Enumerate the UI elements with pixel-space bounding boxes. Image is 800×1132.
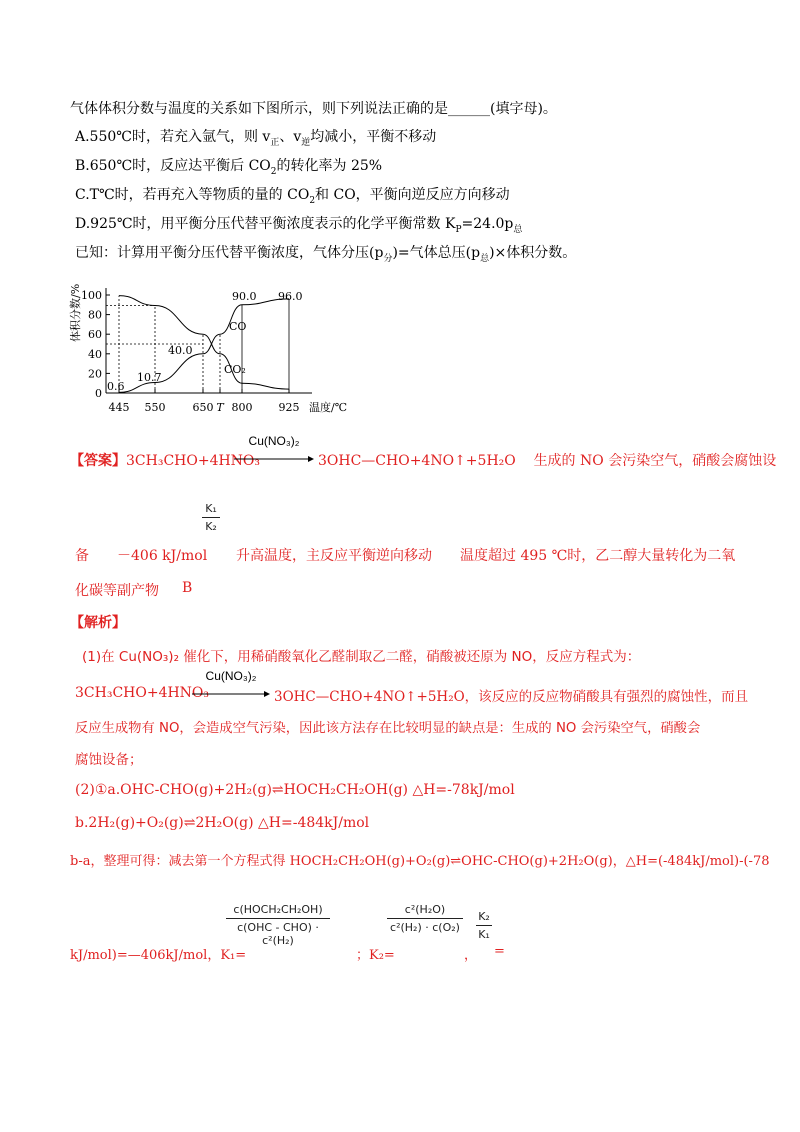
fraction-denominator: K₂ xyxy=(205,520,217,533)
y-tick-label: 0 xyxy=(95,387,102,400)
option-a-sub1: 正 xyxy=(270,137,280,148)
point-value-label: 10.7 xyxy=(137,371,162,384)
analysis-p5: (2)①a.OHC-CHO(g)+2H₂(g)⇌HOCH₂CH₂OH(g) △H=-78kJ/mol xyxy=(75,782,515,798)
k1-fraction xyxy=(226,903,330,947)
analysis-catalyst: Cu(NO₃)₂ xyxy=(205,669,257,683)
analysis-p8d: = xyxy=(494,944,505,959)
k2-bar xyxy=(387,918,463,919)
analysis-p7: b-a，整理可得：减去第一个方程式得 HOCH₂CH₂OH(g)+O₂(g)⇌OHC-CHO(g)+2H₂O(g)，△H=(-484kJ/mol)-(-78 xyxy=(70,854,770,869)
x-tick-label: 650 xyxy=(192,401,214,414)
analysis-p4: 腐蚀设备； xyxy=(75,752,143,768)
option-c-text: C.T℃时，若再充入等物质的量的 CO xyxy=(75,187,310,203)
analysis-p8b: ；K₂= xyxy=(356,948,395,963)
answer-text1: 生成的 NO 会污染空气，硝酸会腐蚀设 xyxy=(533,453,777,469)
note-text: 已知：计算用平衡分压代替平衡浓度，气体分压(p xyxy=(75,245,384,261)
analysis-p8a: kJ/mol)=—406kJ/mol，K₁= xyxy=(70,948,247,963)
arrow-icon xyxy=(192,690,270,698)
note-sub1: 分 xyxy=(383,253,393,264)
k2-numerator: c²(H₂O) xyxy=(404,903,446,916)
option-c-sub: 2 xyxy=(309,195,316,206)
ratio-bar xyxy=(476,925,492,926)
x-tick-label: 445 xyxy=(108,401,130,414)
fraction-numerator: K₁ xyxy=(205,502,217,515)
y-axis-label: 体积分数/% xyxy=(69,283,82,342)
option-c-post: 和 CO，平衡向逆反应方向移动 xyxy=(315,187,510,203)
question-intro: 气体体积分数与温度的关系如下图所示，则下列说法正确的是______(填字母)。 xyxy=(70,101,557,117)
answer-line3b: B xyxy=(182,580,193,596)
option-a-mid: 、v xyxy=(279,129,302,145)
volume-fraction-chart xyxy=(62,280,362,420)
option-a-post: 均减小，平衡不移动 xyxy=(310,129,437,145)
analysis-tag: 【解析】 xyxy=(70,615,126,631)
answer-line1 xyxy=(70,450,260,470)
ratio-denominator: K₁ xyxy=(478,928,490,941)
analysis-p3: 反应生成物有 NO，会造成空气污染，因此该方法存在比较明显的缺点是：生成的 NO 会污染空气，硝酸会 xyxy=(75,721,701,736)
answer-eq-left: 3CH₃CHO+4HNO₃ xyxy=(126,453,261,469)
answer-k-fraction xyxy=(202,502,220,533)
option-d-sub-p: P xyxy=(455,224,462,235)
option-d-mid: =24.0p xyxy=(461,216,514,232)
note-line xyxy=(75,244,576,268)
x-tick-label: T xyxy=(216,401,224,414)
answer-line3a: 化碳等副产物 xyxy=(75,583,159,599)
option-a-text: A.550℃时，若充入氩气，则 v xyxy=(75,129,271,145)
analysis-p1: (1)在 Cu(NO₃)₂ 催化下，用稀硝酸氧化乙醛制取乙二醛，硝酸被还原为 NO，反应方程式为： xyxy=(82,649,641,665)
point-value-label: 96.0 xyxy=(278,290,303,303)
k1-bar xyxy=(226,918,330,919)
ratio-numerator: K₂ xyxy=(478,910,490,923)
y-tick-label: 20 xyxy=(88,367,102,381)
y-tick-label: 100 xyxy=(81,289,102,302)
k2-fraction xyxy=(387,903,463,934)
fraction-bar xyxy=(202,517,220,518)
analysis-p2-right: 3OHC—CHO+4NO↑+5H₂O，该反应的反应物硝酸具有强烈的腐蚀性，而且 xyxy=(274,689,749,705)
y-tick-label: 40 xyxy=(88,347,102,361)
option-a xyxy=(75,128,436,152)
x-tick-label: 925 xyxy=(278,401,300,414)
point-value-label: 40.0 xyxy=(168,344,193,357)
x-tick-label: 550 xyxy=(144,401,166,414)
answer-line2b: －406 kJ/mol xyxy=(117,548,208,564)
point-value-label: 0.6 xyxy=(107,380,125,393)
note-mid: )=气体总压(p xyxy=(392,245,481,261)
arrow-icon xyxy=(234,455,314,463)
point-labels xyxy=(107,290,303,393)
k2-denominator: c²(H₂) · c(O₂) xyxy=(390,921,460,934)
x-tick-label: 800 xyxy=(231,401,253,414)
k1-denominator: c(OHC - CHO) · c²(H₂) xyxy=(237,921,319,947)
answer-line1-right xyxy=(318,450,776,470)
co2-series-label: CO₂ xyxy=(224,363,246,376)
option-d xyxy=(75,215,522,239)
point-value-label: 90.0 xyxy=(232,290,257,303)
option-d-text: D.925℃时，用平衡分压代替平衡浓度表示的化学平衡常数 K xyxy=(75,216,456,232)
option-c xyxy=(75,186,510,210)
co-series-label: CO xyxy=(229,320,247,333)
answer-line2c: 升高温度，主反应平衡逆向移动 xyxy=(236,548,432,564)
answer-reaction-arrow xyxy=(234,434,314,467)
answer-catalyst: Cu(NO₃)₂ xyxy=(248,434,300,448)
option-b-sub: 2 xyxy=(270,166,277,177)
ratio-fraction xyxy=(476,910,492,941)
k1-numerator: c(HOCH₂CH₂OH) xyxy=(233,903,323,916)
note-sub2: 总 xyxy=(480,253,490,264)
note-post: )×体积分数。 xyxy=(489,245,577,261)
x-axis-label: 温度/℃ xyxy=(309,401,348,414)
analysis-p2-left: 3CH₃CHO+4HNO₃ xyxy=(75,685,210,701)
option-b xyxy=(75,157,382,181)
analysis-reaction-arrow xyxy=(192,669,270,702)
answer-tag: 【答案】 xyxy=(70,453,126,469)
answer-line2a: 备 xyxy=(75,548,89,564)
y-tick-label: 60 xyxy=(88,328,102,342)
option-b-post: 的转化率为 25% xyxy=(276,158,383,174)
option-d-sub-total: 总 xyxy=(513,224,523,235)
option-b-text: B.650℃时，反应达平衡后 CO xyxy=(75,158,271,174)
y-tick-label: 80 xyxy=(88,308,102,322)
option-a-sub2: 逆 xyxy=(301,137,311,148)
answer-line2d: 温度超过 495 ℃时，乙二醇大量转化为二氧 xyxy=(460,548,736,564)
guide-lines xyxy=(106,296,289,393)
analysis-p6: b.2H₂(g)+O₂(g)⇌2H₂O(g) △H=-484kJ/mol xyxy=(75,815,370,831)
answer-eq-right: 3OHC—CHO+4NO↑+5H₂O xyxy=(318,453,516,469)
analysis-p8c: ， xyxy=(464,948,478,963)
